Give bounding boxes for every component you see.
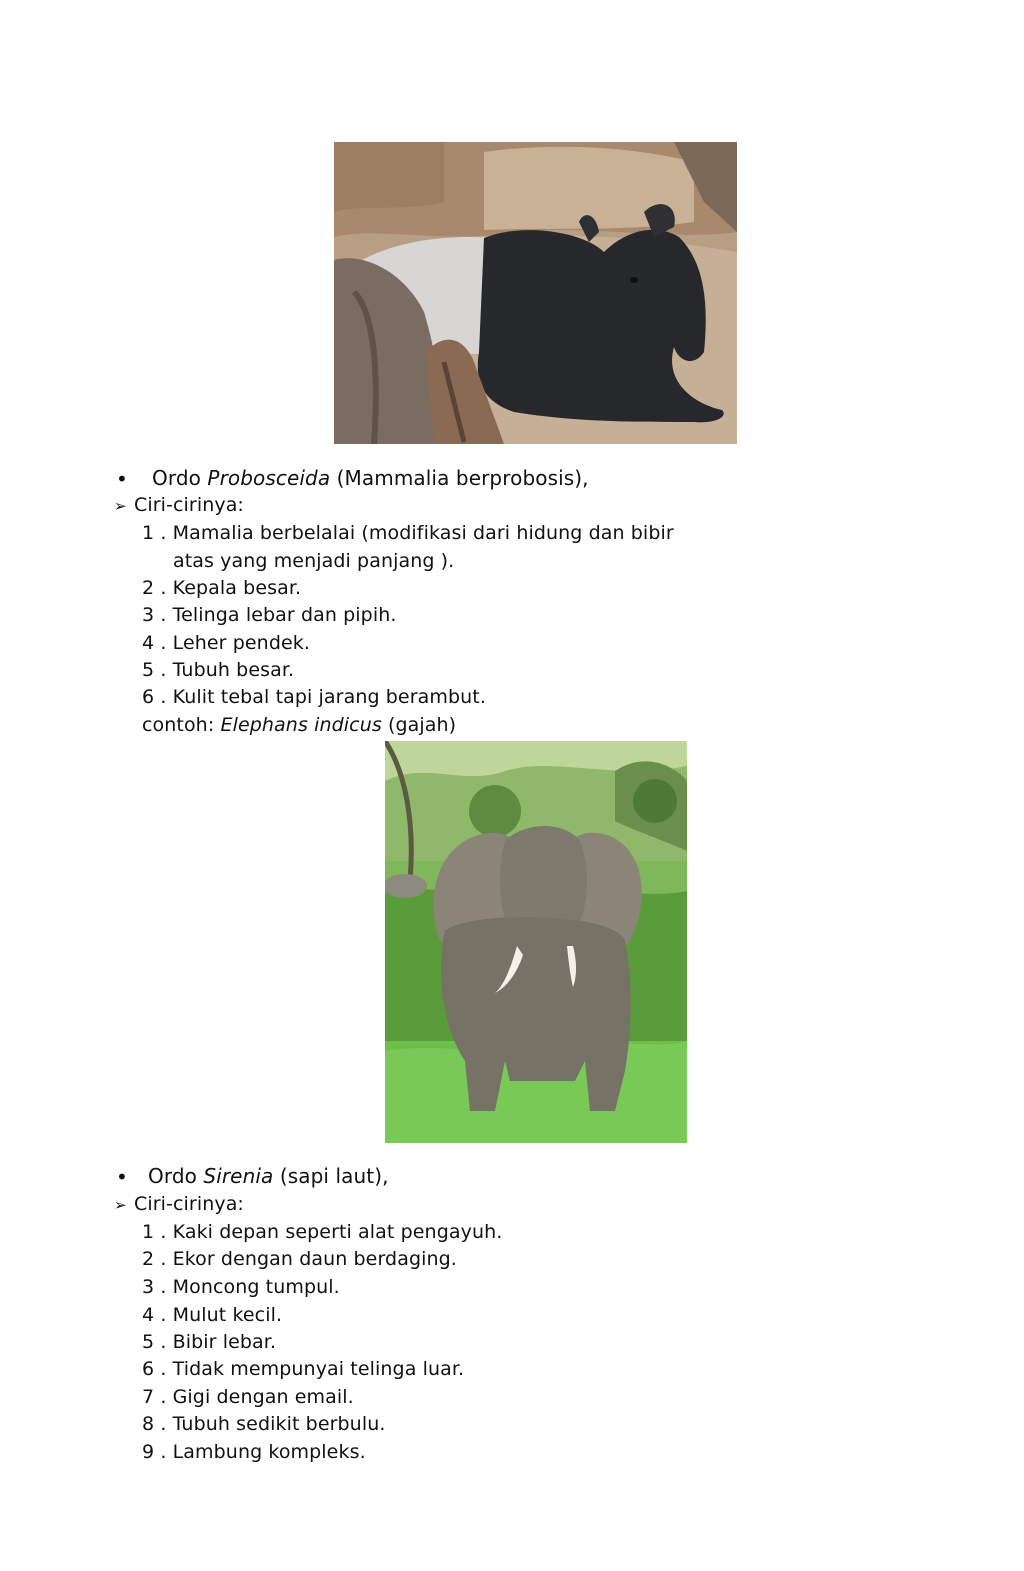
bullet: •	[116, 467, 128, 491]
ordo-prefix: Ordo	[148, 1164, 204, 1188]
list-item: 2 . Ekor dengan daun berdaging.	[142, 1248, 457, 1270]
ordo-name: Sirenia	[203, 1164, 274, 1188]
list-item: 5 . Bibir lebar.	[142, 1331, 277, 1353]
ordo-suffix: (sapi laut),	[273, 1164, 389, 1188]
list-item: 6 . Kulit tebal tapi jarang berambut.	[142, 686, 486, 708]
list-item: 4 . Mulut kecil.	[142, 1304, 283, 1326]
list-item: 2 . Kepala besar.	[142, 577, 302, 599]
ciri-label: Ciri-cirinya:	[134, 494, 244, 516]
contoh-name: Elephans indicus	[220, 714, 382, 736]
list-item: 6 . Tidak mempunyai telinga luar.	[142, 1358, 465, 1380]
list-item: 8 . Tubuh sedikit berbulu.	[142, 1413, 386, 1435]
list-item: 1 . Mamalia berbelalai (modifikasi dari hidung dan bibir	[142, 522, 674, 544]
contoh-suffix: (gajah)	[381, 714, 457, 736]
ordo-name: Probosceida	[207, 466, 331, 490]
arrow-bullet: ➢	[114, 1196, 127, 1214]
list-item: 4 . Leher pendek.	[142, 632, 311, 654]
contoh-prefix: contoh:	[142, 714, 221, 736]
ordo-heading	[148, 1164, 389, 1188]
list-item: 3 . Telinga lebar dan pipih.	[142, 604, 397, 626]
ciri-label: Ciri-cirinya:	[134, 1193, 244, 1215]
ordo-heading	[152, 466, 589, 490]
ordo-prefix: Ordo	[152, 466, 208, 490]
contoh-line	[142, 713, 456, 737]
list-item: 9 . Lambung kompleks.	[142, 1441, 366, 1463]
list-item: 5 . Tubuh besar.	[142, 659, 295, 681]
bullet: •	[116, 1165, 128, 1189]
ordo-suffix: (Mammalia berprobosis),	[330, 466, 589, 490]
list-item: 1 . Kaki depan seperti alat pengayuh.	[142, 1221, 503, 1243]
elephant-photo	[385, 741, 687, 1143]
list-item: 7 . Gigi dengan email.	[142, 1386, 354, 1408]
tapir-photo	[334, 142, 737, 444]
list-item-continuation: atas yang menjadi panjang ).	[173, 550, 455, 572]
arrow-bullet: ➢	[114, 497, 127, 515]
list-item: 3 . Moncong tumpul.	[142, 1276, 340, 1298]
